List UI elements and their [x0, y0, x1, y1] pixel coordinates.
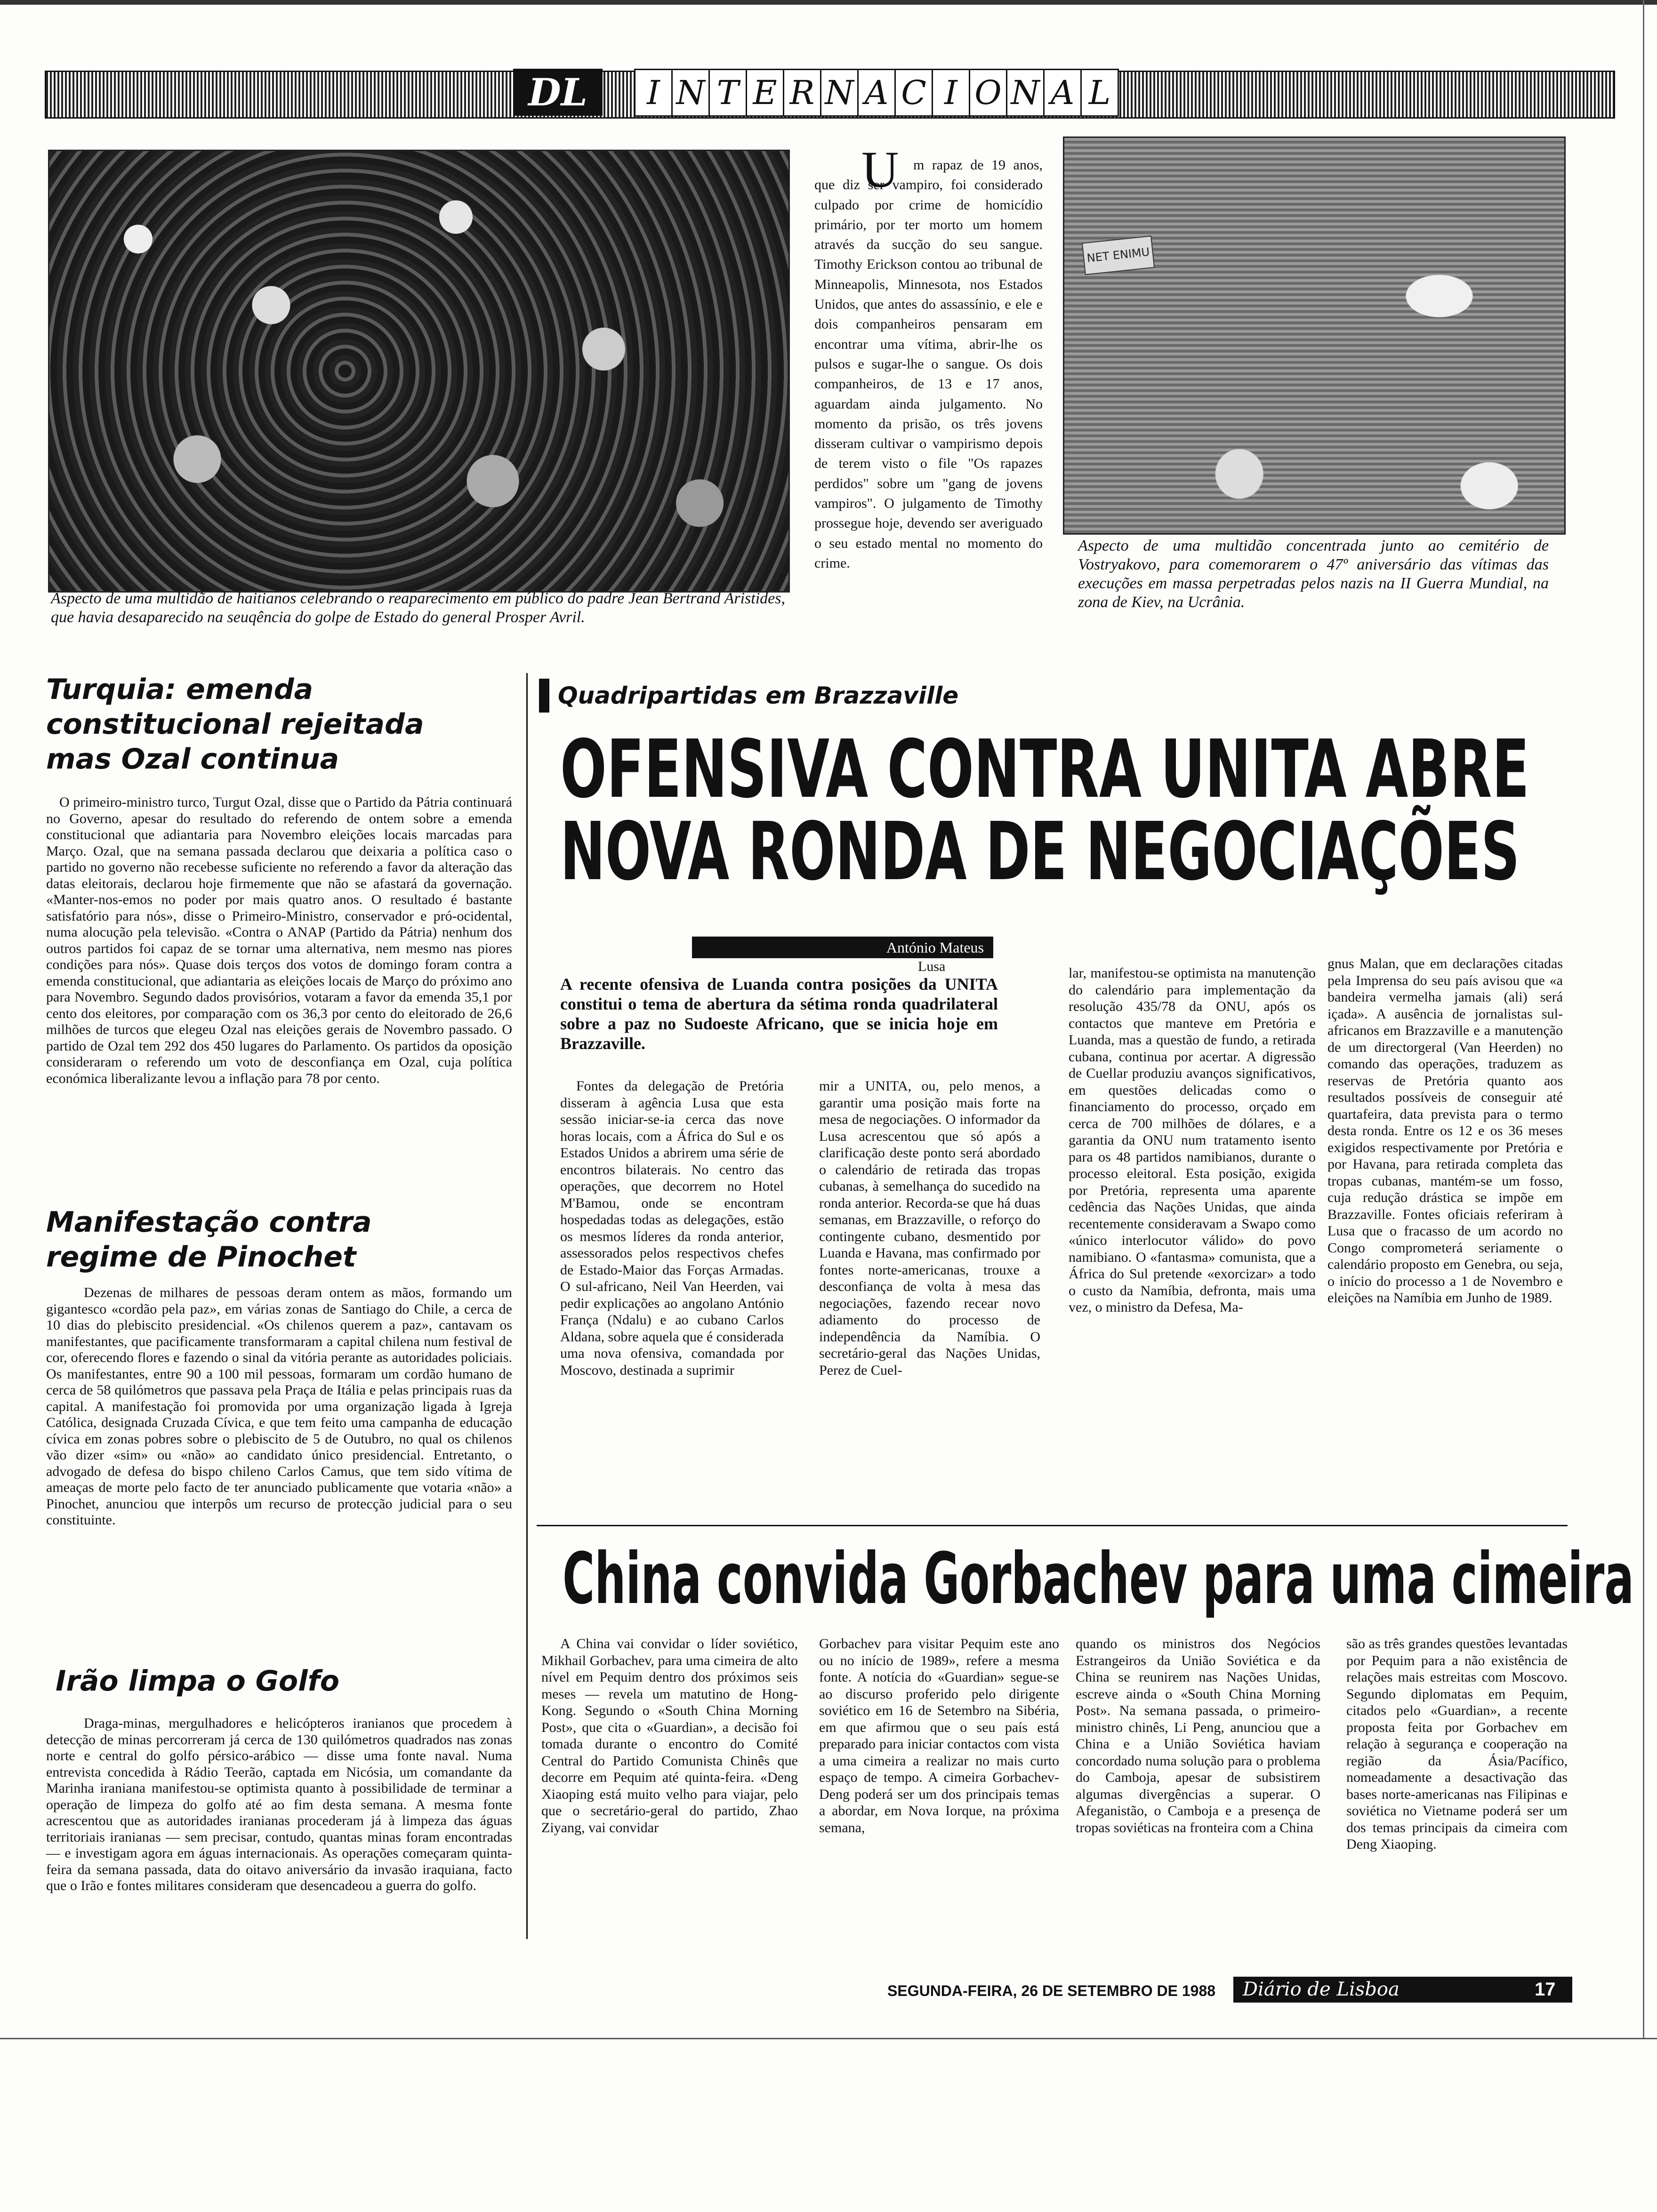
section-title-letter: N — [820, 69, 859, 117]
china-col1: A China vai convidar o líder soviético, Mikhail Gorbachev, para uma cimeira de alto nível em Pequim dentro dos próximos seis meses — revela um matutino de Hong-Kong. Segundo o «South China Morning Post», que cita o «Guardian», a decisão foi tomada durante o encontro do Comité Central do Partido Comunista Chinês que decorre em Pequim até quinta-feira. «Deng Xiaoping está muito velho para viajar, pelo que o secretário-geral do partido, Zhao Ziyang, vai convidar — [541, 1636, 798, 1835]
china-col3: quando os ministros dos Negócios Estrangeiros da União Soviética e da China se reunirem nas Nações Unidas, escreve ainda o «South China Morning Post». Na semana passada, o primeiro-ministro chinês, Li Peng, anunciou que a China e a União Soviética haviam concordado numa solução para o problema do Camboja, apesar de subsistirem algumas divergências a superar. O Afeganistão, o Camboja e a presença de tropas soviéticas na fronteira com a China — [1076, 1636, 1320, 1835]
section-title-letter: C — [894, 69, 933, 117]
page-right-edge — [1643, 0, 1644, 2038]
section-title-internacional — [635, 69, 1119, 116]
section-title-letter: L — [1080, 69, 1119, 117]
footer-paper-name: Diário de Lisboa — [1243, 1979, 1400, 2000]
protest-sign: NET ENIMU — [1082, 235, 1155, 275]
irao-title: Irão limpa o Golfo — [56, 1665, 339, 1698]
unita-agency: Lusa — [918, 959, 946, 974]
turquia-body: O primeiro-ministro turco, Turgut Ozal, disse que o Partido da Pátria continuará no Governo, apesar do resultado do referendo de ontem sobre a emenda constitucional que adiantaria para Novembro eleições locais marcadas para Março. Ozal, que na semana passada declarou que deixaria a política caso o partido no governo não recebesse suficiente no referendo a favor da alteração das datas eleitorais, declarou hoje firmemente que não se afastará da governação. «Manter-nos-emos no poder por mais quatro anos. O resultado é bastante satisfatório para nós», disse o Primeiro-Ministro, conservador e pró-ocidental, numa alocução pela televisão. «Contra o ANAP (Partido da Pátria) nenhum dos outros partidos foi capaz de se tornar uma alternativa, nem mesmo nas piores condições para nós». Quase dois terços dos votos de domingo foram contra a emenda constitucional, que adiantaria as eleições locais de Março do próximo ano para Novembro. Segundo dados provisórios, votaram a favor da emenda 35,1 por cento dos eleitores, por comparação com os 36,3 por cento do eleitorado de 26,6 milhões de turcos que elegeu Ozal nas eleições gerais de Novembro passado. O partido de Ozal tem 292 dos 450 lugares do Parlamento. Os partidos da oposição consideraram o referendo um voto de desconfiança em Ozal, cuja política económica liberalizante levou a inflação para 78 por cento. — [46, 794, 512, 1086]
china-headline: China convida Gorbachev para uma cimeira — [563, 1538, 1634, 1620]
rule-above-china — [537, 1525, 1568, 1526]
photo-vostryakovo-crowd — [1063, 136, 1566, 535]
section-title-letter: R — [783, 69, 821, 117]
section-title-letter: T — [708, 69, 747, 117]
unita-byline: António Mateus — [692, 937, 993, 958]
section-title-letter: O — [969, 69, 1007, 117]
section-title-letter: I — [634, 69, 673, 117]
unita-col4: gnus Malan, que em declarações citadas pela Imprensa do seu país avisou que «a bandeira vermelha jamais (ali) será içada». A ausência de jornalistas sul-africanos em Brazzaville e a manutenção de um directorgeral (Van Heerden) no comando das operações, traduzem as reservas de Pretória quanto aos resultados possíveis de conseguir até quartafeira, data prevista para o termo desta ronda. Entre os 12 e os 36 meses exigidos respectivamente por Pretória e por Havana, para retirada completa das tropas cubanas, mantém-se um fosso, cuja redução drástica se impõe em Brazzaville. Fontes oficiais referiram à Lusa que o fracasso de um acordo no Congo comprometerá seriamente o calendário proposto em Genebra, ou seja, o início do processo a 1 de Novembro e eleições na Namíbia em Junho de 1989. — [1327, 956, 1563, 1306]
section-title-letter: N — [1006, 69, 1045, 117]
unita-col3: lar, manifestou-se optimista na manutenção do calendário para implementação da resolução 435/78 da ONU, após os contactos que manteve em Pretória e Luanda, mas a questão de fundo, a retirada cubana, continua por acertar. A digressão de Cuellar produziu avanços significativos, em questões delicadas como o financiamento do processo, orçado em cerca de 700 milhões de dólares, e a garantia da ONU num tratamento isento para os 48 partidos namibianos, durante o processo eleitoral. Esta posição, exigida por Pretória, representa uma aparente cedência das Nações Unidas, que ainda recentemente consideravam a Swapo como «único interlocutor válido» do povo namibiano. O «fantasma» comunista, que a África do Sul pretende «exorcizar» a todo o custo da Namíbia, defronta, mais uma vez, o ministro da Defesa, Ma- — [1069, 965, 1316, 1315]
unita-kicker: Quadripartidas em Brazzaville — [558, 682, 959, 709]
pinochet-body: Dezenas de milhares de pessoas deram ontem as mãos, formando um gigantesco «cordão pela paz», em várias zonas de Santiago do Chile, a cerca de 10 dias do plebiscito presidencial. «Os chilenos querem a paz», cantavam os manifestantes, que pacificamente transformaram a capital chilena num festival de cor, oferecendo flores e fazendo o sinal da vitória perante as autoridades policiais. Os manifestantes, entre 90 a 100 mil pessoas, formaram um cordão humano de cerca de 58 quilómetros que passava pela Praça de Itália e pelas principais ruas da capital. A manifestação foi promovida por uma organização ligada à Igreja Católica, designada Cruzada Cívica, e que tem feito uma campanha de educação cívica em zonas pobres sobre o plebiscito de 5 de Outubro, no qual os chilenos vão dizer «sim» ou «não» ao candidato único presidencial. Entretanto, o advogado de defesa do bispo chileno Carlos Camus, que tem sido vítima de ameaças de morte pelo facto de ter anunciado publicamente que votaria «não» a Pinochet, anunciou que interpôs um recurso de protecção judicial para o seu constituinte. — [46, 1285, 512, 1528]
masthead-logo: DL — [513, 69, 603, 116]
top-edge-rule — [0, 0, 1657, 5]
photo-right-caption: Aspecto de uma multidão concentrada junto ao cemitério de Vostryakovo, para comemorarem o 47º aniversário das vítimas das execuções em massa perpetradas pelos nazis na II Guerra Mundial, na zona de Kiev, na Ucrânia. — [1078, 537, 1549, 611]
unita-col2: mir a UNITA, ou, pelo menos, a garantir uma posição mais forte na mesa de negociações. O informador da Lusa acrescentou que só após a clarificação deste ponto será abordado o calendário de retirada das tropas cubanas, à semelhança do sucedido na ronda anterior. Recorda-se que há duas semanas, em Brazzaville, o reforço do contingente cubano, desmentido por Luanda e Havana, mas confirmado por fontes norte-americanas, trouxe a desconfiança de volta à mesa das negociações, fazendo recear novo adiamento do processo de independência da Namíbia. O secretário-geral das Nações Unidas, Perez de Cuel- — [819, 1078, 1040, 1378]
china-col2: Gorbachev para visitar Pequim este ano ou no início de 1989», refere a mesma fonte. A notícia do «Guardian» segue-se ao discurso proferido pelo dirigente soviético em 16 de Setembro na Sibéria, em que afirmou que o seu país está preparado para iniciar contactos com vista a uma cimeira a realizar no mais curto espaço de tempo. A cimeira Gorbachev-Deng poderá ser um dos principais temas a abordar, em Nova Iorque, na próxima semana, — [819, 1636, 1059, 1835]
footer-page-number: 17 — [1535, 1979, 1556, 2000]
vampire-story-dropcap: U — [861, 141, 899, 198]
pinochet-title: Manifestação contra regime de Pinochet — [46, 1206, 372, 1274]
section-title-letter: E — [746, 69, 784, 117]
unita-kicker-bar — [539, 679, 549, 713]
section-title-letter: A — [1043, 69, 1082, 117]
column-divider-left — [526, 673, 528, 1939]
unita-headline-line1: OFENSIVA CONTRA UNITA ABRE — [560, 723, 1529, 816]
turquia-title: Turquia: emenda constitucional rejeitada mas Ozal continua — [46, 673, 424, 776]
photo-haitian-crowd — [48, 150, 790, 593]
unita-headline-line2: NOVA RONDA DE NEGOCIAÇÕES — [560, 805, 1520, 898]
irao-body: Draga-minas, mergulhadores e helicópteros iranianos que procedem à detecção de minas percorreram já cerca de 130 quilómetros quadrados nas zonas norte e central do golfo pérsico-arábico — disse uma fonte naval. Numa entrevista concedida à Rádio Teerão, captada em Nicósia, um comandante da Marinha iraniana manifestou-se optimista quanto à possibilidade de terminar a operação de limpeza do golfo até ao fim desta semana. A mesma fonte acrescentou que as autoridades iranianas procederam já à limpeza das águas territoriais iranianas — sem precisar, contudo, quantas minas foram encontradas — e investigam agora em águas internacionais. As operações começaram quinta-feira da semana passada, data do oitavo aniversário da invasão iraquiana, facto que o Irão e fontes militares consideram que desencadeou a guerra do golfo. — [46, 1715, 512, 1893]
unita-lead: A recente ofensiva de Luanda contra posições da UNITA constitui o tema de abertura da sétima ronda quadrilateral sobre a paz no Sudoeste Africano, que se inicia hoje em Brazzaville. — [560, 975, 998, 1053]
section-title-letter: I — [932, 69, 970, 117]
footer-date: SEGUNDA-FEIRA, 26 DE SETEMBRO DE 1988 — [887, 1982, 1216, 1999]
section-title-letter: A — [857, 69, 896, 117]
photo-left-caption: Aspecto de uma multidão de haitianos celebrando o reaparecimento em público do padre Jean Bertrand Aristides, que havia desaparecido na seuqência do golpe de Estado do general Prosper Avril. — [51, 590, 785, 626]
vampire-story-text: m rapaz de 19 anos, que diz ser vampiro, foi considerado culpado por crime de homicídio primário, por ter morto um homem através da sucção do seu sangue. Timothy Erickson contou ao tribunal de Minneapolis, Minnesota, nos Estados Unidos, que antes do assassínio, e ele e dois companheiros pensaram em encontrar uma vítima, abrir-lhe os pulsos e sugar-lhe o sangue. Os dois companheiros, de 13 e 17 anos, aguardam ainda julgamento. No momento da prisão, os três jovens disseram cultivar o vampirismo depois de terem visto o file "Os rapazes perdidos" sobre um "gang de jovens vampiros". O julgamento de Timothy prossegue hoje, devendo ser averiguado o seu estado mental no momento do crime. — [814, 157, 1043, 571]
unita-col1: Fontes da delegação de Pretória disseram à agência Lusa que esta sessão iniciar-se-ia cerca das nove horas locais, com a África do Sul e os Estados Unidos a abrirem uma série de encontros bilaterais. No centro das operações, que decorrem no Hotel M'Bamou, onde se encontram hospedadas todas as delegações, estão os mesmos líderes da ronda anterior, assessorados pelos respectivos chefes de Estado-Maior das Forças Armadas. O sul-africano, Neil Van Heerden, vai pedir explicações ao angolano António França (Ndalu) e ao cubano Carlos Aldana, sobre aquela que é considerada uma nova ofensiva, comandada por Moscovo, destinada a suprimir — [560, 1078, 784, 1378]
page-bottom-rule — [0, 2038, 1657, 2039]
china-col4: são as três grandes questões levantadas por Pequim para a não existência de relações mais estreitas com Moscovo. Segundo diplomatas em Pequim, citados pelo «Guardian», a recente proposta feita por Gorbachev em relação à segurança e cooperação na região da Ásia/Pacífico, nomeadamente a desactivação das bases norte-americanas nas Filipinas e soviética no Vietname poderá ser um dos temas principais da cimeira com Deng Xiaoping. — [1346, 1636, 1568, 1852]
section-title-letter: N — [671, 69, 710, 117]
